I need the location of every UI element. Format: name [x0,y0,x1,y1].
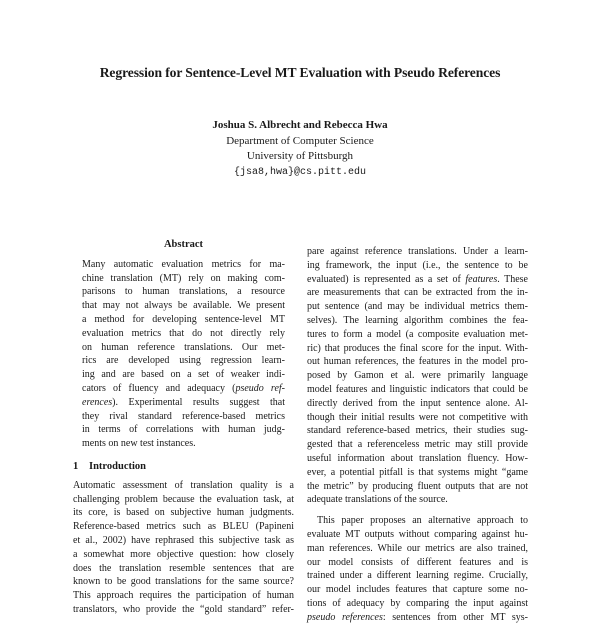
body-line: evaluated) is represented as a set of features. These [307,273,528,285]
author-department: Department of Computer Science [226,134,374,147]
abstract-heading: Abstract [163,239,204,250]
paper-title: Regression for Sentence-Level MT Evaluation with Pseudo References [99,65,501,80]
intro-line: This approach requires the participation of human [73,590,294,602]
author-block [0,118,600,180]
intro-line: its core, is based on subjective human judgments. [73,507,294,519]
intro-line: a somewhat more objective question: how closely [73,548,294,560]
body-line: the metric” by producing fluent outputs that are not [307,480,528,492]
abstract-line: parisons to human translations, a resource [82,286,285,298]
abstract-line: a method for developing sentence-level MT [82,313,285,325]
intro-line: known to be good translations for the same source? [73,576,294,588]
body-line: ing framework, the input (i.e., the sentence to be [307,259,528,271]
body-line: gested that a referenceless metric may still provide [307,439,528,451]
abstract-line: on human reference translations. Our met- [82,341,285,353]
body-line: model features and linguistic indicators that could be [307,383,528,395]
body-line: man references. While our metrics are also trained, [307,542,528,554]
abstract-line: evaluation metrics that do not directly rely [82,327,285,339]
body-line: This paper proposes an alternative approach to [317,515,528,527]
body-line: are measurements that can be extracted from the in- [307,287,528,299]
right-paragraph-1 [307,245,528,507]
section-title: Introduction [89,460,146,472]
abstract-line: they rival standard reference-based metrics [82,410,285,422]
body-line: pseudo references: sentences from other MT sys- [307,611,528,623]
author-names: Joshua S. Albrecht and Rebecca Hwa [212,119,388,131]
body-line: tures to form a model (a composite evaluation met- [307,328,528,340]
body-line: useful information about translation fluency. How- [307,452,528,464]
body-line: ever, a potential pitfall is that systems might “game [307,466,528,478]
body-line: out human references, the features in the model pro- [307,356,528,368]
abstract-line: ments on new test instances. [82,438,196,450]
author-email: {jsa8,hwa}@cs.pitt.edu [233,166,367,178]
abstract-line: that may not always be available. We present [82,300,285,312]
abstract-line-italic: erences). Experimental results suggest that [82,396,285,408]
body-line: ric) that produces the final score for the input. With- [307,342,528,354]
body-line: directly derived from the input sentence alone. Al- [307,397,528,409]
body-line: put sentence (and may be individual metrics them- [307,301,528,313]
section-number: 1 [73,460,79,472]
intro-line: does the translation resemble sentences that are [73,562,294,574]
abstract-line: in terms of correlations with human judg- [82,424,285,436]
intro-line: Automatic assessment of translation quality is a [73,479,294,491]
left-column [73,238,294,617]
body-line: though their initial results were not competitive with [307,411,528,423]
right-paragraph-2 [307,514,528,624]
abstract-line: Many automatic evaluation metrics for ma- [82,258,285,270]
intro-line: translators, who provide the “gold standard” refer- [73,603,294,615]
intro-line: et al., 2002) have rephrased this subjective task as [73,534,294,546]
body-line: evaluate MT outputs without comparing against hu- [307,528,528,540]
body-line: trained under a different learning regime. Crucially, [307,570,528,582]
introduction-body [73,479,294,617]
body-line: tions of adequacy by comparing the input against [307,597,528,609]
body-line: posed by Gamon et al. were primarily language [307,370,528,382]
abstract-body [73,258,294,451]
body-line: standard reference-based metrics, their studies sug- [307,425,528,437]
intro-line: Reference-based metrics such as BLEU (Papineni [73,521,294,533]
body-line: our model consists of different features and is [307,556,528,568]
author-university: University of Pittsburgh [246,150,354,162]
intro-line: challenging problem because the evaluation task, at [73,493,294,505]
right-column [307,245,528,625]
body-line: selves). The learning algorithm combines the fea- [307,314,528,326]
body-line: our model includes features that capture some no- [307,584,528,596]
body-line: adequate translations of the source. [307,494,448,506]
abstract-line: ing and are based on a set of weaker indi- [82,369,285,381]
abstract-line: chine translation (MT) rely on making com- [82,272,285,284]
body-line: pare against reference translations. Under a learn- [307,246,528,257]
abstract-line-italic: cators of fluency and adequacy (pseudo ref- [82,382,285,394]
section-heading-introduction [73,460,294,474]
abstract-line: rics are developed using regression learn- [82,355,285,367]
